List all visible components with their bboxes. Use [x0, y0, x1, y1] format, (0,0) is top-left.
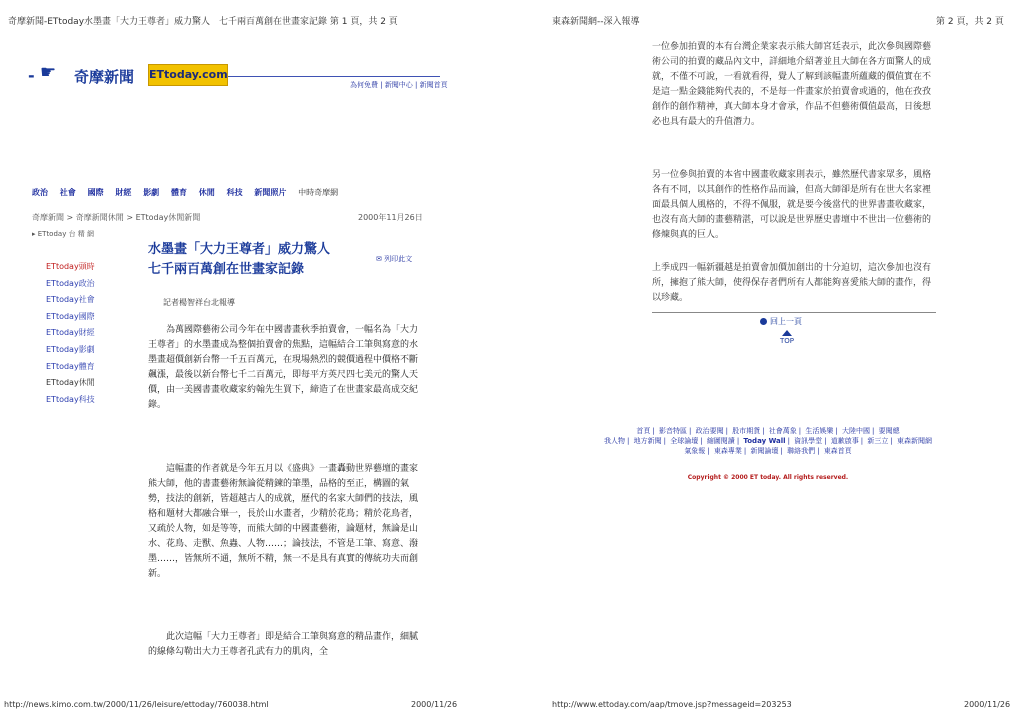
- footer-link[interactable]: 地方新聞: [633, 437, 662, 445]
- breadcrumb[interactable]: 奇摩新聞 > 奇摩新聞休閒 > ETtoday休閒新聞: [32, 213, 201, 222]
- utility-links: 為何免費 | 新聞中心 | 新聞首頁: [350, 81, 448, 89]
- sidebar-item-politics[interactable]: ETtoday政治: [46, 278, 95, 288]
- article-headline: [148, 240, 378, 280]
- footer-link[interactable]: 社會萬象: [768, 427, 797, 435]
- right-page-footer-url: http://www.ettoday.com/aap/tmove.jsp?messageid=203253: [552, 700, 792, 709]
- footer-links-row-1: 首頁 | 影音特區 | 政治要聞 | 股市期貨 | 社會萬象 | 生活娛樂 | 大陸中國 | 要聞總: [636, 427, 900, 435]
- footer-link[interactable]: 首頁: [636, 427, 651, 435]
- footer-link[interactable]: 資訊學堂: [794, 437, 823, 445]
- nav-sports[interactable]: 體育: [170, 188, 187, 197]
- util-link-why-free[interactable]: 為何免費: [350, 81, 378, 89]
- nav-tech[interactable]: 科技: [226, 188, 243, 197]
- article-paragraph-1: 為萬國際藝術公司今年在中國書畫秋季拍賣會，一幅名為「大力王尊者」的水墨畫成為整個拍賣會的焦點，這幅結合工筆與寫意的水墨畫超價創新台幣一千五百萬元，在現場熱烈的競價過程中價格不斷飆漲，最後以新台幣七千二百萬元，即每平方英尺四七美元的驚人天價，由一美國書畫收藏家約翰先生買下，締造了在世畫家最高成交紀錄。: [148, 325, 418, 410]
- headline-line-2: 七千兩百萬創在世畫家記錄: [148, 262, 305, 277]
- back-dot-icon: [760, 318, 767, 325]
- nav-society[interactable]: 社會: [59, 188, 76, 197]
- site-logo-row: [28, 62, 448, 90]
- nav-entertainment[interactable]: 影劇: [143, 188, 160, 197]
- footer-links-row-2: 我人物 | 地方新聞 | 全球論壇 | 縮圖閱讀 | Today Wall | 資訊學堂 | 道歉啟事 | 新三立 | 東森新聞網: [604, 437, 932, 445]
- logo-mark: -: [28, 66, 35, 85]
- right-page: [512, 0, 1024, 721]
- left-page-footer-date: 2000/11/26: [411, 700, 458, 709]
- footer-link[interactable]: 政治要聞: [695, 427, 724, 435]
- article-paragraph-4: 一位參加拍賣的本有台灣企業家表示熊大師宮廷表示，此次參與國際藝術公司的拍賣的藏品內文中，詳細地介紹著並且大師在各方面驚人的成就，不僅不可說，一看就看得，覺人了解到該幅畫所蘊藏的價值實在不是這一點金錢能夠代表的，不是每一件畫家於拍賣會或過的，他在孜孜創作的創作精神，真大師本身才會承，作品不但藝術價值最高，日後想必也具有最大的升值潛力。: [652, 42, 932, 127]
- footer-link[interactable]: 全球論壇: [670, 437, 699, 445]
- footer-link[interactable]: 東森首頁: [823, 447, 852, 455]
- footer-link[interactable]: 聯絡我們: [787, 447, 816, 455]
- article-end-divider: [652, 312, 936, 313]
- top-button-label: TOP: [780, 337, 795, 345]
- footer-link[interactable]: 影音特區: [659, 427, 688, 435]
- footer-link[interactable]: 縮圖閱讀: [706, 437, 735, 445]
- site-logo-name[interactable]: 奇摩新聞: [74, 68, 135, 86]
- up-arrow-icon: [782, 330, 792, 336]
- right-page-footer-date: 2000/11/26: [964, 700, 1011, 709]
- sidebar-item-headlines[interactable]: ETtoday頭時: [46, 262, 95, 271]
- sidebar-menu: [46, 259, 116, 408]
- back-button-label: 回上一頁: [770, 317, 802, 326]
- right-page-header-right: 第 2 頁，共 2 頁: [936, 17, 1004, 27]
- footer-link[interactable]: 股市期貨: [732, 427, 761, 435]
- footer-link[interactable]: 道歉啟事: [830, 437, 859, 445]
- util-link-news-home[interactable]: 新聞首頁: [419, 81, 448, 89]
- breadcrumb-sub[interactable]: ▸ ETtoday 台 精 網: [32, 230, 95, 238]
- ettoday-logo[interactable]: ETtoday.com: [148, 64, 228, 86]
- footer-link[interactable]: 大陸中國: [841, 427, 870, 435]
- footer-link[interactable]: 新聞論壇: [750, 447, 779, 455]
- nav-politics[interactable]: 政治: [32, 188, 48, 197]
- article-paragraph-3: 此次這幅「大力王尊者」即是結合工筆與寫意的精品畫作，細膩的線條勾勒出大力王尊者孔武有力的肌肉，全: [148, 632, 418, 657]
- copyright-notice: Copyright © 2000 ET today. All rights reserved.: [687, 474, 849, 481]
- footer-link[interactable]: 新三立: [867, 437, 889, 445]
- site-footer-links: [598, 426, 938, 456]
- sidebar-item-finance[interactable]: ETtoday財經: [46, 328, 95, 338]
- sidebar-item-entertainment[interactable]: ETtoday影劇: [46, 344, 95, 354]
- footer-link[interactable]: 東森專業: [713, 447, 742, 455]
- print-article-link[interactable]: ✉ 列印此文: [376, 255, 413, 263]
- nav-photos[interactable]: 新聞照片: [254, 188, 287, 197]
- hand-pointer-icon: ☛: [40, 62, 57, 83]
- back-button[interactable]: [760, 316, 802, 327]
- sidebar-item-international[interactable]: ETtoday國際: [46, 311, 95, 321]
- sidebar-item-society[interactable]: ETtoday社會: [46, 295, 95, 305]
- sidebar-item-sports[interactable]: ETtoday體育: [46, 361, 95, 371]
- headline-line-1: 水墨畫「大力王尊者」威力驚人: [148, 242, 331, 257]
- top-button[interactable]: [780, 330, 794, 345]
- util-link-news-center[interactable]: 新聞中心: [384, 81, 413, 89]
- footer-link[interactable]: Today Wall: [743, 437, 786, 445]
- article-byline: 記者楊智祥台北報導: [163, 298, 235, 307]
- footer-links-row-3: 氣象報 | 東森專業 | 新聞論壇 | 聯絡我們 | 東森首頁: [684, 447, 852, 455]
- category-nav: [32, 187, 347, 198]
- article-paragraph-5: 另一位參與拍賣的本省中國畫收藏家則表示，雖然歷代書家眾多，風格各有不同，以其創作的性格作品而論，但高大師卻是所有在世大名家裡面最具個人風格的，不得不佩服，就是要今後當代的世界書畫收藏家，也沒有高大師的畫藝精湛，可以說是世界歷史書壇中不世出一位藝術的修煉與真的巨人。: [652, 170, 932, 240]
- footer-link[interactable]: 氣象報: [684, 447, 706, 455]
- footer-link[interactable]: 要聞總: [878, 427, 900, 435]
- left-page-header: 奇摩新聞-ETtoday水墨畫「大力王尊者」威力驚人 七千兩百萬創在世畫家記錄 第 1 頁，共 2 頁: [8, 17, 398, 27]
- sidebar-item-tech[interactable]: ETtoday科技: [46, 394, 95, 404]
- left-page-footer-url: http://news.kimo.com.tw/2000/11/26/leisure/ettoday/760038.html: [4, 700, 269, 709]
- nav-chinatimes[interactable]: 中時奇摩網: [298, 188, 339, 197]
- nav-international[interactable]: 國際: [87, 188, 104, 197]
- footer-link[interactable]: 東森新聞網: [896, 437, 932, 445]
- nav-finance[interactable]: 財經: [115, 188, 132, 197]
- article-paragraph-6: 上季成四一幅新疆越是拍賣會加價加創出的十分迫切，這次參加也沒有所，擁抱了熊大師，使得保存者們所有人都能夠喜愛熊大師的畫作，得以珍藏。: [652, 263, 932, 303]
- footer-link[interactable]: 我人物: [604, 437, 626, 445]
- article-paragraph-2: 這幅畫的作者就是今年五月以《盛典》一畫轟動世界藝壇的畫家熊大師，他的書畫藝術無論從精鍊的筆墨，品格的至正，構圖的氣勢，技法的創新，皆超越古人的成就，歷代的名家大師們的技法，風格和題材大都融合畢一，長於山水畫者，少精於花鳥；精於花鳥者，又疏於人物，如是等等，而熊大師的中國畫藝術，論題材，無論是山水、花鳥、走獸、魚蟲、人物……；論技法，不管是工筆、寫意、潑墨……，皆無所不通，無所不精，無一不是具有真實的傳統功夫而創新。: [148, 464, 418, 579]
- footer-link[interactable]: 生活娛樂: [805, 427, 834, 435]
- article-date: 2000年11月26日: [358, 213, 423, 222]
- logo-divider: [228, 76, 440, 77]
- nav-leisure[interactable]: 休閒: [198, 188, 215, 197]
- sidebar-item-leisure[interactable]: ETtoday休閒: [46, 378, 95, 388]
- right-page-header-left: 東森新聞網--深入報導: [552, 17, 640, 27]
